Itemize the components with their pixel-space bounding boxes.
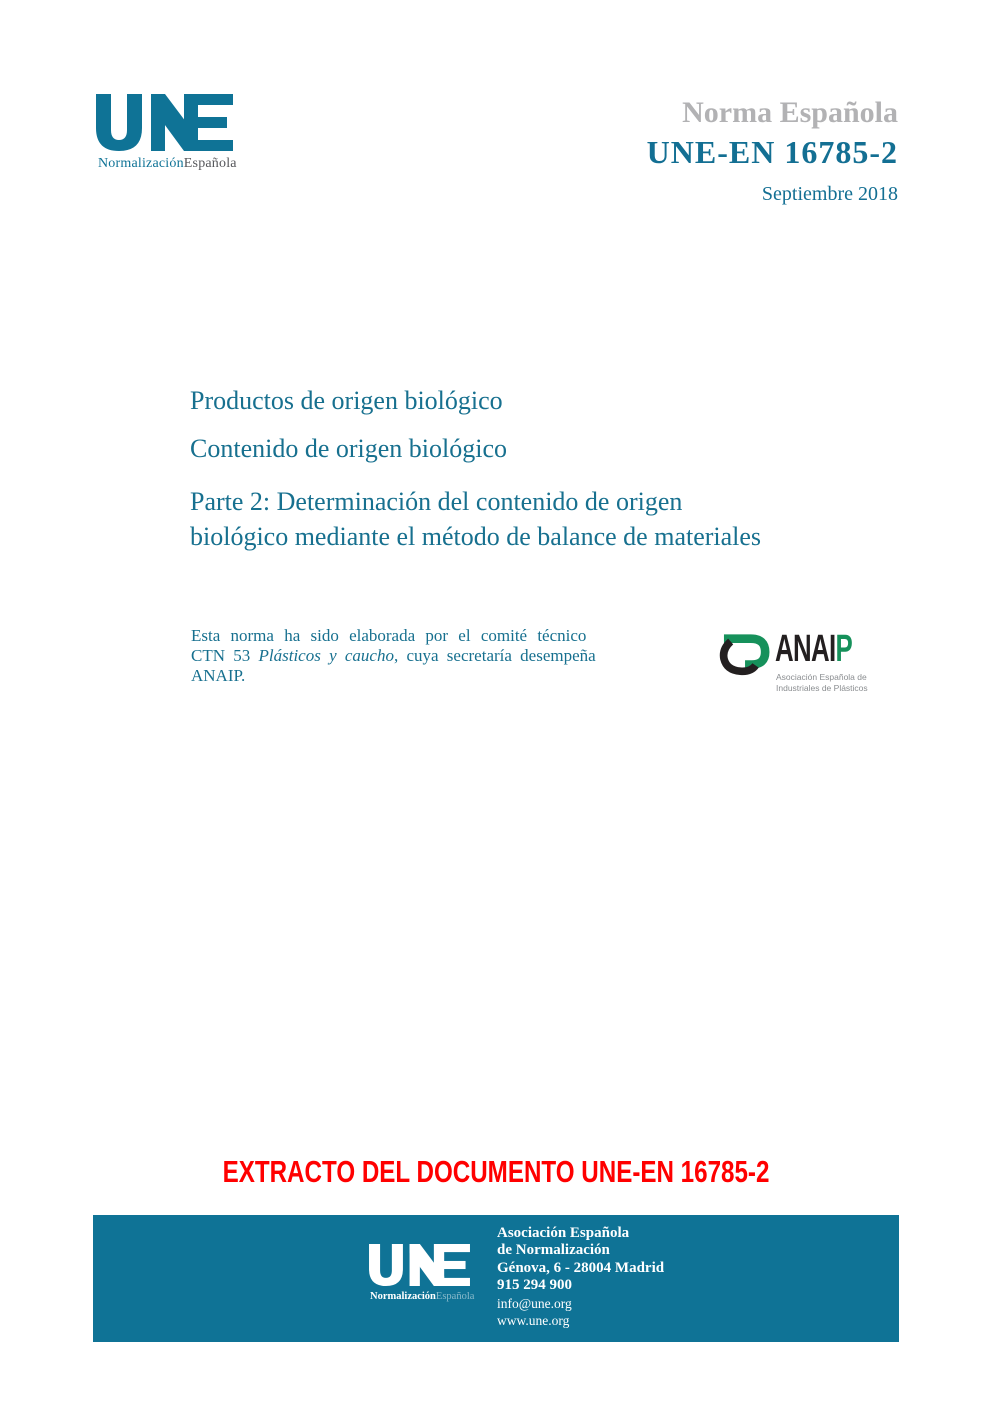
- committee-line-2: [191, 646, 691, 666]
- committee-line-2-suffix: , cuya secretaría desempeña: [393, 646, 596, 665]
- footer-address: Génova, 6 - 28004 Madrid: [497, 1259, 665, 1276]
- title-part-2-line-1: Parte 2: Determinación del contenido de origen: [190, 487, 683, 516]
- committee-line-3: ANAIP.: [191, 666, 246, 685]
- anaip-subtitle: [776, 672, 868, 693]
- anaip-name: [775, 630, 852, 668]
- header-right: [647, 98, 898, 204]
- title-part-2-line-2: biológico mediante el método de balance de materiales: [190, 522, 762, 551]
- footer-phone: 915 294 900: [497, 1277, 572, 1294]
- anaip-logo: [718, 628, 893, 700]
- une-wordmark-footer-icon: [369, 1244, 470, 1286]
- document-number: UNE-EN 16785-2: [646, 134, 898, 170]
- committee-line-2-prefix: CTN 53: [191, 646, 259, 665]
- footer-org-line-2: de Normalización: [497, 1242, 610, 1259]
- anaip-swirl-icon: [718, 630, 774, 676]
- brand-subtitle-secondary: Española: [183, 156, 237, 171]
- committee-standard-name: Plásticos y caucho: [258, 646, 394, 665]
- une-wordmark-icon: [96, 94, 233, 151]
- footer-brand-subtitle-primary: Normalización: [370, 1291, 436, 1302]
- extract-notice: EXTRACTO DEL DOCUMENTO UNE-EN 16785-2: [222, 1154, 770, 1189]
- footer-bar: [93, 1215, 899, 1342]
- footer-org-line-1: Asociación Española: [497, 1225, 630, 1241]
- anaip-subtitle-line-2: Industriales de Plásticos: [776, 682, 868, 693]
- document-date: Septiembre 2018: [761, 183, 898, 205]
- anaip-name-suffix: P: [835, 628, 853, 670]
- title-line-2: Contenido de origen biológico: [190, 434, 508, 463]
- brand-subtitle-primary: Normalización: [98, 156, 184, 171]
- anaip-name-prefix: ANAI: [775, 628, 836, 670]
- title-part-2: [190, 484, 761, 554]
- footer-brand-subtitle-secondary: Española: [435, 1291, 475, 1302]
- footer-website: www.une.org: [497, 1313, 570, 1329]
- footer-contact-block: [497, 1225, 664, 1329]
- title-line-1: Productos de origen biológico: [190, 386, 503, 415]
- anaip-subtitle-line-1: Asociación Española de: [776, 672, 867, 682]
- brand-subtitle: [98, 156, 237, 172]
- committee-line-1: Esta norma ha sido elaborada por el comité técnico: [191, 626, 587, 645]
- title-block: [190, 387, 761, 554]
- footer-brand-subtitle: [370, 1291, 474, 1302]
- committee-paragraph: [191, 626, 691, 686]
- document-type: Norma Española: [682, 96, 898, 129]
- footer-email: info@une.org: [497, 1295, 572, 1311]
